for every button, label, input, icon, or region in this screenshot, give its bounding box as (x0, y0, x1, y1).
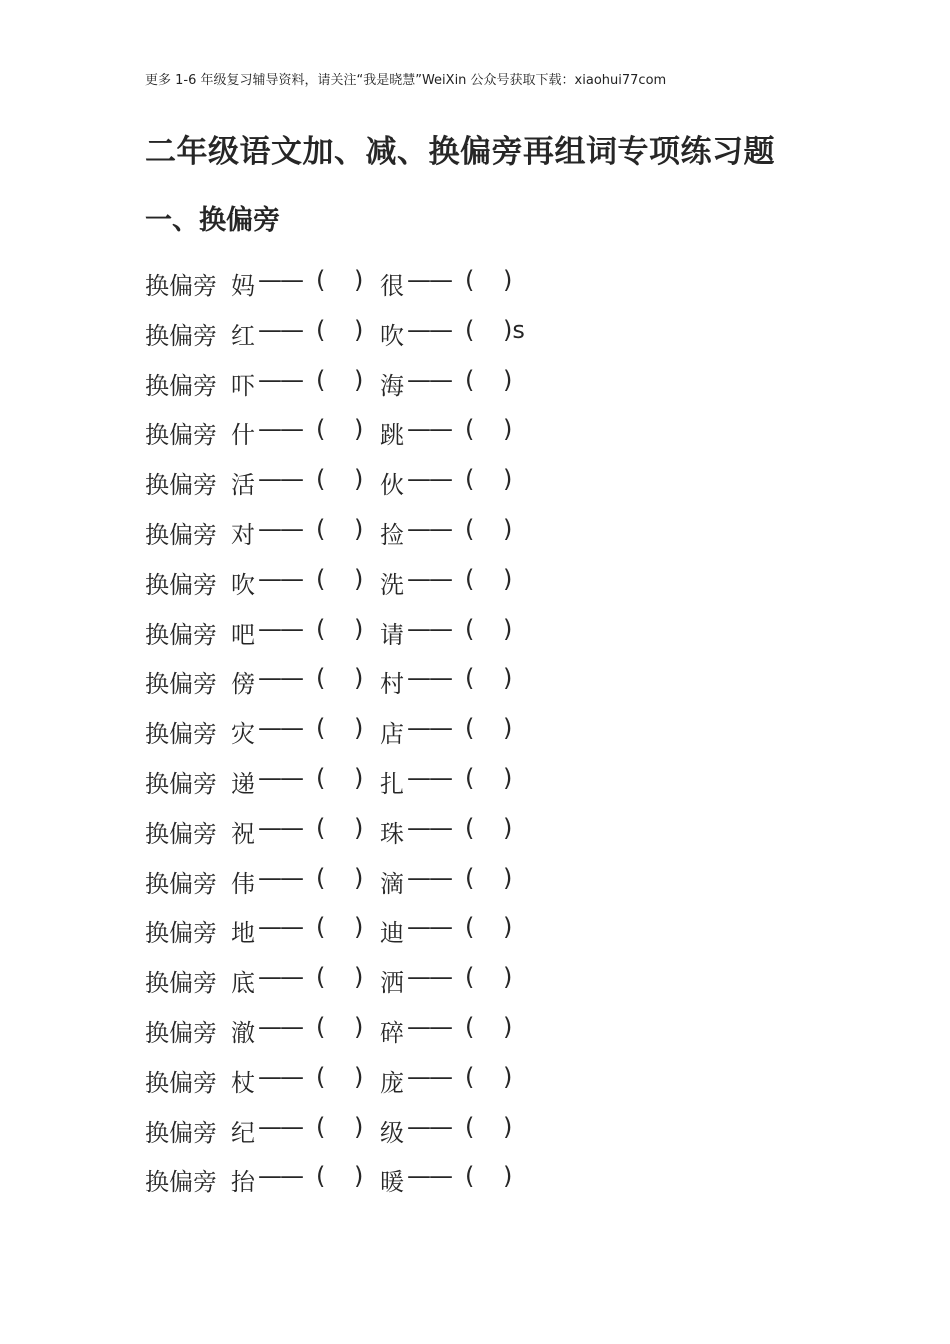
source-character-b: 级 (380, 1118, 404, 1147)
answer-close-paren-a: ) (354, 564, 364, 593)
exercise-row (145, 711, 845, 761)
dash-b: —— (407, 1012, 451, 1041)
answer-close-paren-b: ) (503, 913, 513, 942)
answer-open-paren-b: ( (465, 564, 475, 593)
exercise-row (145, 811, 845, 861)
source-character-b: 扎 (380, 769, 404, 798)
answer-close-paren-a: ) (354, 514, 364, 543)
source-character-a: 吹 (231, 570, 255, 599)
answer-open-paren-b: ( (465, 514, 475, 543)
answer-close-paren-a: ) (354, 465, 364, 494)
source-character-a: 吧 (231, 620, 255, 649)
answer-open-paren-b: ( (465, 963, 475, 992)
dash-b: —— (407, 763, 451, 792)
answer-open-paren-b: ( (465, 863, 475, 892)
answer-close-paren-a: ) (354, 813, 364, 842)
exercise-row (145, 512, 845, 562)
exercise-row (145, 861, 845, 911)
answer-close-paren-b: ) (503, 514, 513, 543)
dash-b: —— (407, 1112, 451, 1141)
answer-open-paren-b: ( (465, 913, 475, 942)
exercise-label: 换偏旁 (145, 471, 217, 500)
answer-open-paren-b: ( (465, 614, 475, 643)
answer-open-paren-b: ( (465, 1062, 475, 1091)
exercise-row (145, 562, 845, 612)
answer-close-paren-a: ) (354, 664, 364, 693)
answer-open-paren-b: ( (465, 415, 475, 444)
answer-open-paren-a: ( (316, 266, 326, 294)
exercise-label: 换偏旁 (145, 720, 217, 749)
source-character-a: 红 (231, 321, 255, 350)
exercise-label: 换偏旁 (145, 1068, 217, 1097)
dash-b: —— (407, 714, 451, 743)
answer-open-paren-b: ( (465, 763, 475, 792)
answer-close-paren-b: ) (503, 614, 513, 643)
source-character-b: 店 (380, 720, 404, 749)
answer-close-paren-a: ) (354, 1112, 364, 1141)
exercise-label: 换偏旁 (145, 819, 217, 848)
answer-close-paren-b: ) (503, 813, 513, 842)
answer-open-paren-b: ( (465, 1162, 475, 1191)
answer-open-paren-a: ( (316, 863, 326, 892)
exercise-label: 换偏旁 (145, 321, 217, 350)
dash-b: —— (407, 813, 451, 842)
source-character-a: 活 (231, 471, 255, 500)
answer-close-paren-a: ) (354, 614, 364, 643)
source-character-b: 洗 (380, 570, 404, 599)
exercise-row (145, 313, 845, 363)
exercise-label: 换偏旁 (145, 1018, 217, 1047)
answer-close-paren-a: ) (354, 315, 364, 344)
exercise-label: 换偏旁 (145, 919, 217, 948)
answer-close-paren-b: ) (503, 564, 513, 593)
answer-open-paren-a: ( (316, 415, 326, 444)
answer-close-paren-b: ) (503, 1062, 513, 1091)
answer-close-paren-a: ) (354, 963, 364, 992)
answer-close-paren-a: ) (354, 1162, 364, 1191)
exercise-row (145, 1159, 845, 1209)
answer-close-paren-b: ) (503, 963, 513, 992)
exercise-label: 换偏旁 (145, 869, 217, 898)
source-character-a: 祝 (231, 819, 255, 848)
dash-a: —— (258, 714, 302, 743)
source-character-b: 吹 (380, 321, 404, 350)
exercise-label: 换偏旁 (145, 620, 217, 649)
dash-a: —— (258, 1162, 302, 1191)
exercise-row (145, 1010, 845, 1060)
answer-close-paren-a: ) (354, 863, 364, 892)
dash-b: —— (407, 963, 451, 992)
exercise-row (145, 363, 845, 413)
dash-b: —— (407, 1062, 451, 1091)
answer-close-paren-b: ) (503, 664, 513, 693)
dash-b: —— (407, 514, 451, 543)
source-character-a: 澈 (231, 1018, 255, 1047)
exercise-row (145, 910, 845, 960)
exercise-label: 换偏旁 (145, 969, 217, 998)
dash-b: —— (407, 415, 451, 444)
source-character-a: 底 (231, 969, 255, 998)
answer-close-paren-a: ) (354, 714, 364, 743)
source-character-b: 很 (380, 272, 404, 300)
answer-open-paren-b: ( (465, 714, 475, 743)
answer-close-paren-a: ) (354, 415, 364, 444)
section-heading: 一、换偏旁 (145, 205, 280, 236)
answer-close-paren-b: ) (503, 266, 513, 294)
source-character-b: 洒 (380, 969, 404, 998)
exercise-label: 换偏旁 (145, 769, 217, 798)
dash-a: —— (258, 913, 302, 942)
answer-close-paren-b: ) (503, 714, 513, 743)
answer-close-paren-b: ) (503, 1162, 513, 1191)
source-character-a: 纪 (231, 1118, 255, 1147)
dash-b: —— (407, 465, 451, 494)
dash-a: —— (258, 1012, 302, 1041)
answer-open-paren-a: ( (316, 614, 326, 643)
source-character-b: 村 (380, 670, 404, 699)
answer-open-paren-a: ( (316, 1162, 326, 1191)
answer-open-paren-a: ( (316, 813, 326, 842)
answer-open-paren-a: ( (316, 664, 326, 693)
exercise-label: 换偏旁 (145, 371, 217, 400)
dash-b: —— (407, 863, 451, 892)
dash-b: —— (407, 365, 451, 394)
dash-a: —— (258, 266, 302, 294)
source-character-a: 对 (231, 520, 255, 549)
answer-open-paren-b: ( (465, 365, 475, 394)
answer-close-paren-b: ) (503, 763, 513, 792)
answer-open-paren-a: ( (316, 1112, 326, 1141)
answer-close-paren-b: ) (503, 1112, 513, 1141)
answer-open-paren-b: ( (465, 465, 475, 494)
exercise-row (145, 761, 845, 811)
dash-a: —— (258, 1112, 302, 1141)
answer-close-paren-b: ) (503, 465, 513, 494)
dash-b: —— (407, 664, 451, 693)
answer-close-paren-b: ) (503, 365, 513, 394)
dash-b: —— (407, 1162, 451, 1191)
exercise-row (145, 1110, 845, 1160)
dash-a: —— (258, 465, 302, 494)
answer-close-paren-a: ) (354, 1012, 364, 1041)
page-title: 二年级语文加、减、换偏旁再组词专项练习题 (145, 134, 775, 170)
source-character-b: 伙 (380, 471, 404, 500)
exercise-list (145, 263, 845, 1209)
answer-close-paren-b: ) (503, 863, 513, 892)
exercise-label: 换偏旁 (145, 1118, 217, 1147)
exercise-label: 换偏旁 (145, 421, 217, 450)
exercise-label: 换偏旁 (145, 520, 217, 549)
exercise-label: 换偏旁 (145, 272, 217, 300)
dash-a: —— (258, 763, 302, 792)
answer-open-paren-b: ( (465, 266, 475, 294)
answer-open-paren-a: ( (316, 514, 326, 543)
exercise-row (145, 412, 845, 462)
answer-open-paren-a: ( (316, 714, 326, 743)
answer-open-paren-b: ( (465, 1012, 475, 1041)
source-character-b: 滴 (380, 869, 404, 898)
source-character-a: 傍 (231, 670, 255, 699)
exercise-label: 换偏旁 (145, 570, 217, 599)
dash-a: —— (258, 1062, 302, 1091)
source-character-b: 迪 (380, 919, 404, 948)
answer-close-paren-a: ) (354, 763, 364, 792)
answer-open-paren-b: ( (465, 1112, 475, 1141)
dash-a: —— (258, 863, 302, 892)
exercise-row (145, 1060, 845, 1110)
answer-open-paren-a: ( (316, 365, 326, 394)
answer-open-paren-b: ( (465, 813, 475, 842)
dash-b: —— (407, 913, 451, 942)
dash-a: —— (258, 614, 302, 643)
dash-a: —— (258, 963, 302, 992)
dash-a: —— (258, 813, 302, 842)
source-character-a: 杖 (231, 1068, 255, 1097)
answer-open-paren-b: ( (465, 664, 475, 693)
source-character-b: 暖 (380, 1168, 404, 1197)
exercise-row (145, 661, 845, 711)
dash-a: —— (258, 365, 302, 394)
answer-close-paren-b: )s (503, 315, 525, 344)
exercise-row (145, 960, 845, 1010)
source-character-b: 珠 (380, 819, 404, 848)
dash-a: —— (258, 315, 302, 344)
source-character-b: 海 (380, 371, 404, 400)
answer-open-paren-a: ( (316, 465, 326, 494)
answer-open-paren-b: ( (465, 315, 475, 344)
source-character-b: 请 (380, 620, 404, 649)
answer-close-paren-b: ) (503, 1012, 513, 1041)
answer-open-paren-a: ( (316, 315, 326, 344)
dash-a: —— (258, 564, 302, 593)
answer-open-paren-a: ( (316, 564, 326, 593)
source-character-b: 捡 (380, 520, 404, 549)
answer-open-paren-a: ( (316, 1012, 326, 1041)
dash-b: —— (407, 266, 451, 294)
answer-open-paren-a: ( (316, 913, 326, 942)
exercise-label: 换偏旁 (145, 1168, 217, 1197)
source-character-a: 灾 (231, 720, 255, 749)
source-character-a: 伟 (231, 869, 255, 898)
answer-close-paren-b: ) (503, 415, 513, 444)
source-character-a: 吓 (231, 371, 255, 400)
answer-close-paren-a: ) (354, 1062, 364, 1091)
dash-b: —— (407, 614, 451, 643)
exercise-row (145, 263, 845, 313)
source-character-b: 碎 (380, 1018, 404, 1047)
answer-open-paren-a: ( (316, 963, 326, 992)
exercise-label: 换偏旁 (145, 670, 217, 699)
answer-open-paren-a: ( (316, 1062, 326, 1091)
dash-a: —— (258, 664, 302, 693)
source-character-a: 抬 (231, 1168, 255, 1197)
answer-open-paren-a: ( (316, 763, 326, 792)
exercise-row (145, 612, 845, 662)
source-character-a: 妈 (231, 272, 255, 300)
source-character-a: 地 (231, 919, 255, 948)
source-character-b: 跳 (380, 421, 404, 450)
dash-a: —— (258, 415, 302, 444)
answer-close-paren-a: ) (354, 266, 364, 294)
dash-b: —— (407, 564, 451, 593)
header-note: 更多 1-6 年级复习辅导资料，请关注“我是晓慧”WeiXin 公众号获取下载：xiaohui77com (145, 73, 667, 88)
source-character-a: 什 (231, 421, 255, 450)
source-character-a: 递 (231, 769, 255, 798)
answer-close-paren-a: ) (354, 913, 364, 942)
exercise-row (145, 462, 845, 512)
dash-b: —— (407, 315, 451, 344)
dash-a: —— (258, 514, 302, 543)
source-character-b: 庞 (380, 1068, 404, 1097)
answer-close-paren-a: ) (354, 365, 364, 394)
